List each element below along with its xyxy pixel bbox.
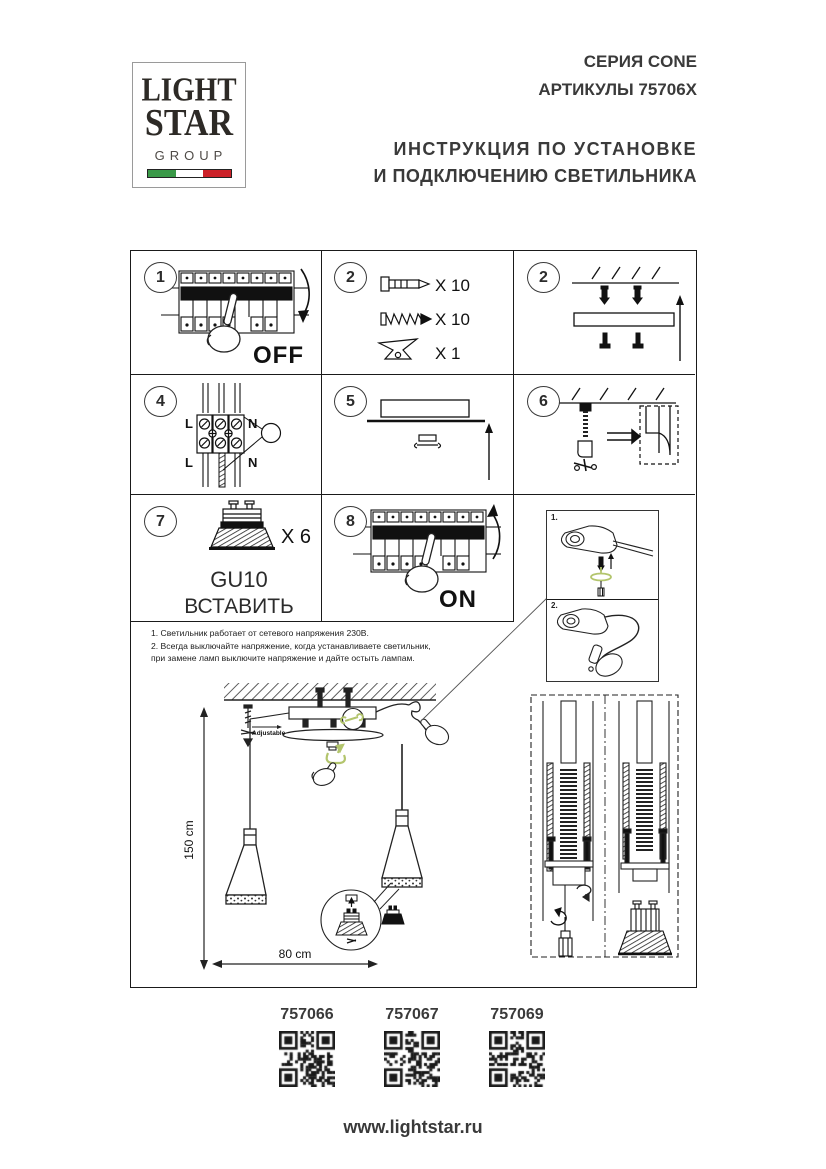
step-6-cell: [514, 375, 695, 494]
dowel-qty: X 10: [435, 276, 470, 295]
articles-title: АРТИКУЛЫ 75706X: [538, 80, 697, 99]
instruction-title-line2: И ПОДКЛЮЧЕНИЮ СВЕТИЛЬНИКА: [373, 166, 697, 186]
ground-wire: [219, 453, 225, 487]
safety-screw: [241, 705, 255, 746]
green-rotation-arrow: [591, 567, 611, 581]
wire-label-n-top: N: [248, 416, 258, 431]
hand-below-canopy: [311, 762, 337, 789]
bracket-section: [646, 406, 670, 455]
italian-flag-icon: [147, 169, 232, 178]
qr-code-757067: [384, 1031, 440, 1087]
step-2-number: 2: [334, 262, 367, 293]
terminal-block: [197, 415, 244, 453]
right-cone-shade: [382, 810, 422, 887]
mounting-bar: [574, 313, 674, 326]
mount-bracket-icon: [379, 339, 417, 359]
logo-word-light: LIGHT: [141, 71, 237, 109]
small-bulb-icon: [382, 906, 404, 924]
product-757069: [472, 1006, 562, 1092]
cone-cross-section-box: [529, 693, 681, 969]
article-number: 757067: [385, 1006, 439, 1023]
gu10-bulb-icon: [209, 501, 275, 549]
bulb-qty: X 6: [281, 526, 312, 548]
on-label: ON: [439, 586, 477, 613]
adjustable-label: Adjustable: [252, 730, 286, 737]
series-title: СЕРИЯ CONE: [583, 52, 697, 71]
website-url: www.lightstar.ru: [343, 1117, 483, 1137]
cord-grip-detail-drawing: [547, 511, 658, 681]
bracket-qty: X 1: [435, 344, 461, 363]
dowels-in-ceiling: [600, 286, 642, 304]
ceiling-hatch-band: [224, 683, 436, 700]
equals-arrows: [607, 430, 640, 443]
article-number: 757069: [490, 1006, 544, 1023]
logo-word-star: STAR: [144, 102, 234, 145]
screw-icon: [381, 313, 431, 325]
step-5-number: 5: [334, 386, 367, 417]
qr-code-757069: [489, 1031, 545, 1087]
logo-word-group: GROUP: [154, 148, 228, 163]
grub-screw: [598, 557, 611, 571]
lightstar-logo: [132, 62, 246, 188]
turn-on-arrow-icon: [492, 513, 500, 559]
clip-icon: [415, 435, 441, 448]
product-qr-row: [262, 1006, 562, 1092]
step-4-number: 4: [144, 386, 177, 417]
step-8-number: 8: [334, 506, 367, 537]
pulling-hand-icon: [588, 644, 626, 680]
adjustable-callout: [252, 725, 286, 737]
instruction-grid: [130, 250, 697, 988]
step-3-cell: [514, 251, 695, 374]
detail-step-1-label: 1.: [551, 513, 558, 522]
product-757067: [367, 1006, 457, 1092]
turn-off-arrow-icon: [301, 269, 309, 315]
step-1-number: 1: [144, 262, 177, 293]
left-cone-shade: [226, 829, 266, 904]
cord-grip-detail-box: [546, 510, 659, 682]
height-dimension-label: 150 cm: [182, 820, 196, 860]
step-5-cell: [321, 375, 513, 494]
step-7-cell: [131, 495, 321, 621]
callout-circle: [262, 424, 281, 443]
dowel-icon: [381, 277, 429, 291]
wire-label-n-bottom: N: [248, 455, 258, 470]
step-6-number: 6: [527, 386, 560, 417]
qr-code-757066: [279, 1031, 335, 1087]
screws-below: [600, 333, 643, 348]
article-number: 757066: [280, 1006, 334, 1023]
step-2-cell: [321, 251, 513, 374]
step-3-number: 2: [527, 262, 560, 293]
step-1-cell: [131, 251, 321, 374]
bar-drawing: [381, 400, 469, 417]
product-757066: [262, 1006, 352, 1092]
ceiling-hatches: [542, 388, 676, 403]
step-7-number: 7: [144, 506, 177, 537]
note-line-2: 2. Всегда выключайте напряжение, когда устанавливаете светильник,: [151, 640, 431, 651]
screwdriver-icon-small: [598, 581, 604, 596]
instruction-title-line1: ИНСТРУКЦИЯ ПО УСТАНОВКЕ: [393, 139, 697, 159]
threaded-hook: [574, 404, 596, 471]
wire-label-l-top: L: [185, 416, 193, 431]
note-line-1: 1. Светильник работает от сетевого напряжения 230В.: [151, 628, 369, 638]
detail-step-2-label: 2.: [551, 601, 558, 610]
step-4-cell: [131, 375, 321, 494]
note-line-3: при замене ламп выключите напряжение и дайте остыть лампам.: [151, 653, 415, 664]
insert-action-label: ВСТАВИТЬ: [184, 595, 294, 618]
canopy-plate: [283, 730, 383, 741]
width-dimension-label: 80 cm: [278, 947, 312, 961]
wire-label-l-bottom: L: [185, 455, 193, 470]
socket-type-label: GU10: [210, 567, 268, 592]
screw-qty: X 10: [435, 310, 470, 329]
off-label: OFF: [253, 342, 304, 369]
ceiling-hatches: [572, 267, 679, 283]
